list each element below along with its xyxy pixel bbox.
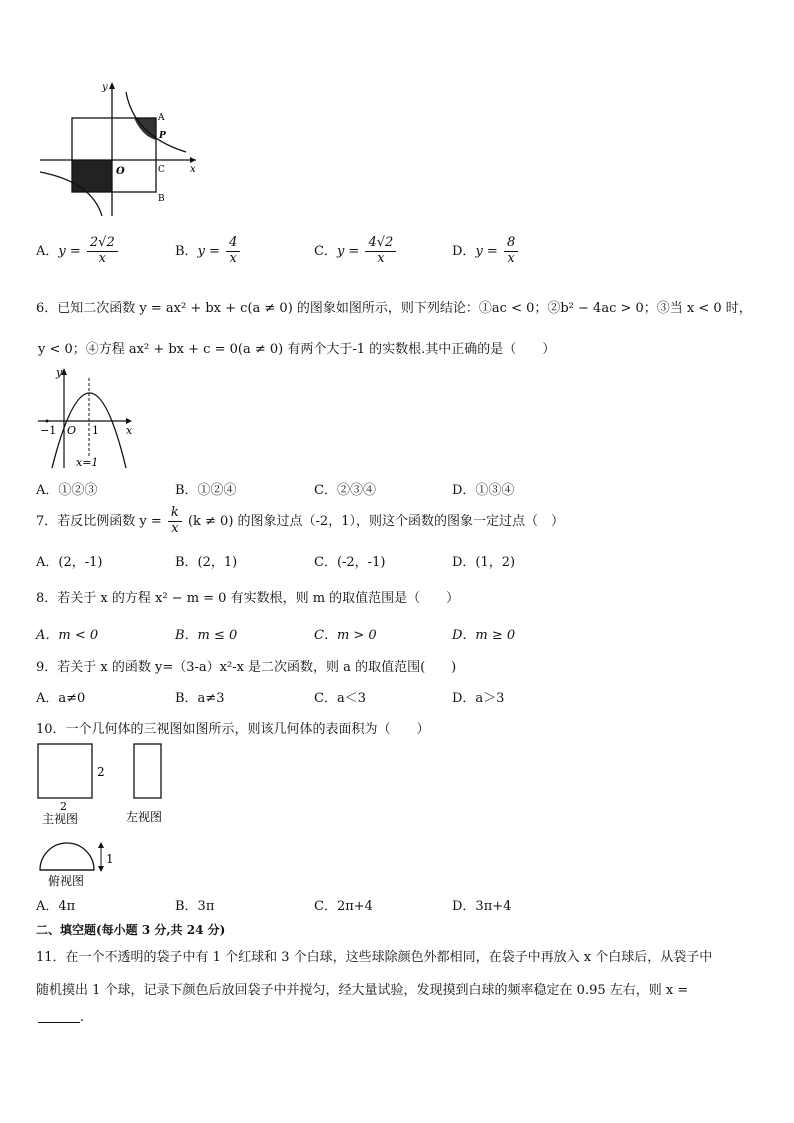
label-axis: x=1	[76, 456, 99, 469]
denominator: x	[98, 250, 106, 266]
fraction	[226, 236, 240, 267]
front-bottom-label: 2	[60, 800, 67, 813]
stem-post: (k ≠ 0) 的图象过点（-2，1），则这个函数的图象一定过点（ ）	[187, 513, 564, 529]
q8-option-a[interactable]: A．m < 0	[36, 628, 99, 643]
q7-stem	[36, 506, 564, 537]
q10-stem: 10．一个几何体的三视图如图所示，则该几何体的表面积为（ ）	[36, 722, 430, 737]
denominator: x	[507, 250, 515, 266]
fraction	[504, 236, 518, 267]
option-label: C．	[314, 243, 337, 259]
q9-option-a[interactable]: A．a≠0	[36, 691, 86, 706]
label-c: C	[158, 165, 165, 175]
front-view	[38, 744, 92, 798]
q6-option-b[interactable]: B．①②④	[175, 483, 237, 498]
q8-option-d[interactable]: D．m ≥ 0	[452, 628, 516, 643]
top-side-label: 1	[106, 852, 114, 866]
label-x: x	[126, 424, 133, 437]
q6-option-d[interactable]: D．①③④	[452, 483, 515, 498]
q5-option-b[interactable]	[175, 236, 242, 267]
q6-option-a[interactable]: A．①②③	[36, 483, 98, 498]
numerator: 4√2	[365, 236, 396, 252]
stem-pre: 7．若反比例函数 y =	[36, 513, 162, 529]
top-view	[40, 843, 94, 870]
label-b: B	[158, 194, 165, 204]
q9-option-c[interactable]: C．a＜3	[314, 691, 366, 706]
label-x: x	[190, 164, 196, 175]
label-y: y	[56, 366, 63, 379]
q10-option-c[interactable]: C．2π+4	[314, 899, 373, 914]
denominator: x	[377, 250, 385, 266]
q11-blank-end: .	[80, 1010, 85, 1025]
q8-option-b[interactable]: B．m ≤ 0	[175, 628, 238, 643]
top-caption: 俯视图	[48, 874, 85, 888]
q6-stem-line2: y < 0；④方程 ax² + bx + c = 0(a ≠ 0) 有两个大于-1 的实数根.其中正确的是（ ）	[38, 342, 556, 357]
q8-option-c[interactable]: C．m > 0	[314, 628, 377, 643]
front-side-label: 2	[97, 765, 105, 779]
fraction	[168, 506, 182, 537]
label-1: 1	[92, 424, 99, 437]
section-title: 二、填空题(每小题 3 分,共 24 分)	[36, 923, 226, 937]
option-lhs: y =	[475, 243, 498, 259]
q10-three-views	[34, 740, 184, 890]
option-label: A．	[36, 243, 59, 259]
q5-figure	[36, 78, 206, 218]
q10-option-b[interactable]: B．3π	[175, 899, 215, 914]
q11-line2: 随机摸出 1 个球，记录下颜色后放回袋子中并搅匀，经大量试验，发现摸到白球的频率稳定在 0.95 左右，则 x =	[36, 983, 689, 998]
q7-option-d[interactable]: D．(1，2)	[452, 555, 516, 570]
label-a: A	[158, 113, 165, 123]
q9-option-b[interactable]: B．a≠3	[175, 691, 225, 706]
denominator: x	[229, 250, 237, 266]
q6-stem-line1: 6．已知二次函数 y = ax² + bx + c(a ≠ 0) 的图象如图所示，则下列结论：①ac < 0；②b² − 4ac > 0；③当 x < 0 时，	[36, 301, 752, 316]
numerator: k	[168, 506, 182, 522]
fraction	[87, 236, 118, 267]
q10-option-a[interactable]: A．4π	[36, 899, 76, 914]
q7-option-a[interactable]: A．(2，-1)	[36, 555, 103, 570]
label-minus1: −1	[40, 424, 57, 437]
label-o: O	[67, 424, 77, 437]
front-caption: 主视图	[42, 812, 79, 826]
numerator: 8	[504, 236, 518, 252]
q8-stem: 8．若关于 x 的方程 x² − m = 0 有实数根，则 m 的取值范围是（ ）	[36, 591, 460, 606]
option-lhs: y =	[58, 243, 81, 259]
option-lhs: y =	[336, 243, 360, 259]
left-caption: 左视图	[126, 810, 163, 824]
shaded-region-lower	[72, 160, 112, 192]
q7-option-c[interactable]: C．(-2，-1)	[314, 555, 386, 570]
q9-stem: 9．若关于 x 的函数 y=（3-a）x²-x 是二次函数，则 a 的取值范围( )	[36, 660, 457, 675]
label-y: y	[102, 82, 108, 93]
option-label: D．	[452, 243, 476, 259]
label-p: P	[159, 131, 166, 141]
q5-option-c[interactable]	[314, 236, 398, 267]
q11-line1: 11．在一个不透明的袋子中有 1 个红球和 3 个白球，这些球除颜色外都相同，在袋子中再放入 x 个白球后，从袋子中	[36, 950, 713, 965]
numerator: 4	[226, 236, 240, 252]
q9-option-d[interactable]: D．a＞3	[452, 691, 505, 706]
left-view	[134, 744, 161, 798]
q5-option-d[interactable]	[452, 236, 520, 267]
q6-parabola-figure	[34, 364, 144, 474]
numerator: 2√2	[87, 236, 118, 252]
q6-option-c[interactable]: C．②③④	[314, 483, 376, 498]
q5-option-a[interactable]	[36, 236, 120, 267]
denominator: x	[171, 520, 179, 536]
q7-option-b[interactable]: B．(2，1)	[175, 555, 238, 570]
option-label: B．	[175, 243, 198, 259]
option-lhs: y =	[197, 243, 220, 259]
q10-option-d[interactable]: D．3π+4	[452, 899, 512, 914]
answer-blank[interactable]	[38, 1020, 80, 1023]
label-o: O	[116, 166, 125, 177]
fraction	[365, 236, 396, 267]
